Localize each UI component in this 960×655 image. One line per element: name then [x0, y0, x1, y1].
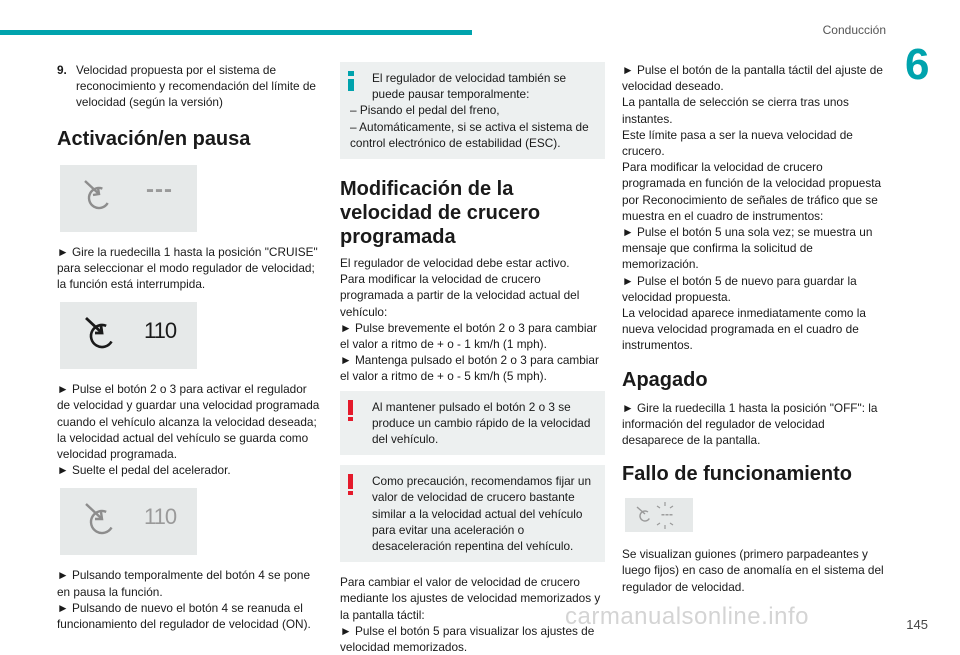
paragraph: ► Pulse el botón 5 de nuevo para guardar la velocidad propuesta. [622, 273, 857, 304]
warning-icon [348, 400, 354, 421]
paragraph: ► Pulsando temporalmente del botón 4 se pone en pausa la función. [57, 568, 311, 599]
info-note [340, 62, 605, 159]
cruise-control-icon [60, 302, 197, 369]
heading-modify: Modificación de la velocidad de crucero programada [340, 178, 541, 249]
header-accent-bar [0, 30, 472, 35]
paragraph: Este límite pasa a ser la nueva velocidad de crucero. [622, 127, 853, 159]
section-title: Conducción [822, 23, 886, 37]
chapter-number: 6 [905, 40, 930, 89]
note-text: El regulador de velocidad también se puede pausar temporalmente: [372, 71, 567, 102]
paragraph: ► Gire la ruedecilla 1 hasta la posición "CRUISE" para seleccionar el modo regulador de velocidad; la función está interrumpida. [57, 244, 318, 292]
info-icon [348, 71, 354, 91]
paragraph: El regulador de velocidad debe estar activo. [340, 256, 570, 271]
page-number: 145 [906, 617, 928, 632]
cruise-paused-figure [60, 488, 197, 555]
cruise-control-icon [625, 498, 693, 532]
paragraph: Para cambiar el valor de velocidad de crucero mediante los ajustes de velocidad memorizados y la pantalla táctil: [340, 575, 601, 622]
paragraph: ► Pulse brevemente el botón 2 o 3 para cambiar el valor a ritmo de + o - 1 km/h (1 mph). [340, 320, 597, 352]
heading-activation: Activación/en pausa [57, 127, 251, 150]
paragraph: ► Pulse el botón de la pantalla táctil del ajuste de velocidad deseado. [622, 63, 883, 94]
paragraph: ► Pulsando de nuevo el botón 4 se reanuda el funcionamiento del regulador de velocidad (ON). [57, 600, 311, 632]
figure-value: --- [146, 175, 173, 203]
list-item-text: Velocidad propuesta por el sistema de reconocimiento y recomendación del límite de velocidad (según la versión) [76, 63, 316, 110]
column-1 [57, 62, 322, 632]
figure-value: --- [661, 507, 673, 522]
paragraph: Para modificar la velocidad de crucero programada a partir de la velocidad actual del vehículo: [340, 272, 580, 319]
column-2 [340, 62, 605, 655]
warning-note [340, 391, 605, 456]
paragraph: ► Pulse el botón 5 para visualizar los ajustes de velocidad memorizados. [340, 623, 595, 655]
heading-fault: Fallo de funcionamiento [622, 463, 853, 486]
paragraph: Para modificar la velocidad de crucero programada en función de la velocidad propuesta por Reconocimiento de señales de tráfico que se muestra en el cuadro de instrumentos: [622, 160, 882, 223]
figure-value: 110 [144, 504, 177, 530]
list-item-number: 9. [57, 63, 67, 77]
paragraph: ► Gire la ruedecilla 1 hasta la posición "OFF": la información del regulador de velocidad desaparece de la pantalla. [622, 400, 878, 448]
paragraph: La pantalla de selección se cierra tras unos instantes. [622, 95, 849, 126]
paragraph: ► Pulse el botón 2 o 3 para activar el regulador de velocidad y guardar una velocidad programada cuando el vehículo alcanza la velocidad deseada; la velocidad actual del vehículo se guarda como velocidad programada. [57, 382, 320, 462]
paragraph: Se visualizan guiones (primero parpadeantes y luego fijos) en caso de anomalía en el sistema del regulador de velocidad. [622, 547, 884, 594]
paragraph: La velocidad aparece inmediatamente como la nueva velocidad programada en el cuadro de instrumentos. [622, 306, 866, 353]
watermark: carmanualsonline.info [565, 603, 809, 630]
cruise-fault-figure [625, 498, 693, 532]
cruise-control-icon [60, 165, 197, 232]
paragraph: ► Pulse el botón 5 una sola vez; se muestra un mensaje que confirma la solicitud de memorización. [622, 225, 873, 272]
column-3 [622, 62, 887, 595]
paragraph: ► Suelte el pedal del acelerador. [57, 463, 231, 478]
list-item-9 [57, 62, 322, 111]
warning-icon [348, 474, 354, 495]
note-text: – Automáticamente, si se activa el sistema de control electrónico de estabilidad (ESC). [350, 119, 589, 150]
warning-note [340, 465, 605, 562]
heading-off: Apagado [622, 368, 708, 391]
note-text: Al mantener pulsado el botón 2 o 3 se produce un cambio rápido de la velocidad del vehículo. [372, 399, 591, 447]
cruise-dashes-figure [60, 165, 197, 232]
paragraph: ► Mantenga pulsado el botón 2 o 3 para cambiar el valor a ritmo de + o - 5 km/h (5 mph). [340, 353, 599, 384]
note-text: Como precaución, recomendamos fijar un valor de velocidad de crucero bastante similar a la velocidad actual del vehículo para evitar una aceleración o desaceleración repentina del vehículo. [372, 474, 592, 554]
figure-value: 110 [144, 318, 177, 344]
cruise-active-figure [60, 302, 197, 369]
cruise-control-icon [60, 488, 197, 555]
note-text: – Pisando el pedal del freno, [350, 103, 500, 118]
